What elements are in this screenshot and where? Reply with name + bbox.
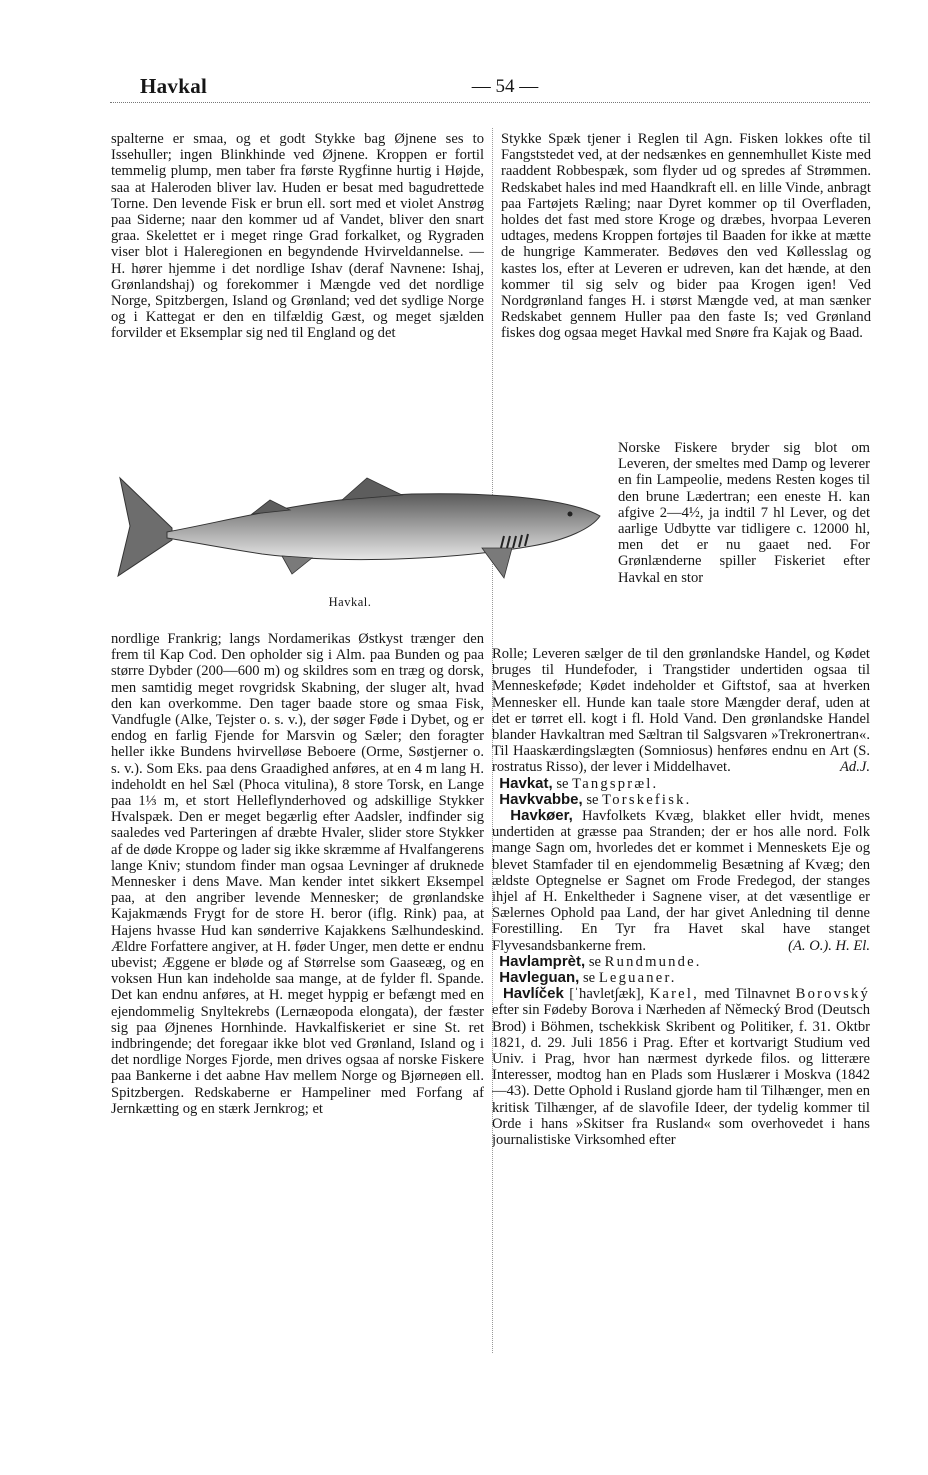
entry-havlampret-head: Havlamprèt, (499, 952, 586, 970)
entry-havkat-ref: Tangspræl. (572, 775, 659, 792)
entry-havkoer-head: Havkøer, (510, 807, 573, 825)
left-column-bottom (111, 631, 484, 1353)
entry-havkvabbe-head: Havkvabbe, (499, 790, 583, 808)
entry-havlicek-text-2: efter sin Fødeby Borova i Nærheden af Německý Brod (Deutsch Brod) i Böhmen, tschekkisk Skribent og Politiker, f. 31. Oktbr 1821, d. 29. Juli 1856 i Prag. Efter et kortvarigt Studium ved Univ. i Prag, hvor han nærmest dyrkede filos. og litterære Interesser, modtog han en Plads som Huslærer i Moskva (1842—43). Dette Ophold i Rusland gjorde ham til Tilhænger, men en kritisk Tilhænger, af de slavofile Ideer, der tydelig kommer til Orde i hans »Skitser fra Rusland« som overhovedet i hans journalistiske Virksomhed efter (492, 1002, 870, 1149)
entry-havkat-head: Havkat, (499, 774, 553, 792)
havkal-text-part-2: nordlige Frankrig; langs Nordamerikas Østkyst trænger den frem til Kap Cod. Den opholder sig i Alm. paa Bunden og paa større Dybder (200—600 m) og skildres som en træg og dorsk, men samtidig meget rovgridsk Skabning, der sluger alt, hvad den kan overkomme. Den tager baade store og smaa Fisk, Vandfugle (Alke, Tejster o. s. v.), der søger Føde i Dybet, og er endog en farlig Fjende for Marsvin og Sæler; den foragter heller ikke Bundens hvirvelløse Beboere (Orme, Søstjerner o. s. v.). Som Eks. paa dens Graadighed anføres, at en 4 m lang H. indeholdt en hel Sæl (Phoca vitulina), 8 store Torsk, en Lange paa 1⅓ m, et stort Helleflynderhoved og adskillige Stykker Hvalspæk. Den er meget begærlig efter Aadsler, indfinder sig saaledes ved Parteringen af dræbte Hvaler, slider store Stykker af de døde Kroppe og lader sig ikke skræmme af Hvalfangerens lange Kniv; stundom finder man ogsaa Levninger af druknede Mennesker i dens Mave. Man kender intet sikkert Eksempel paa, at den angriber levende Mennesker; de grønlandske Kajakmænds Frygt for de store H. beror (iflg. Rink) paa, at Hajens hvasse Hud kan sønderrive Kajakkens Sælhundeskind. Ældre Forfattere angiver, at H. føder Unger, men dette er endnu ubevist; Æggene er bløde og af Størrelse som Gaaseæg, og en voksen Hun kan indeholde saa mange, at de fylder fl. Spande. Det kan endnu anføres, at H. meget hyppig er befængt med en ejendommelig Snyltekrebs (Lernæopoda elongata), der fæster sig paa Øjnenes Hornhinde. Havkalfiskeriet er sine St. ret indbringende; det foregaar ikke blot ved Grønland, Island og i det nordlige Norges Fjorde, men drives ogsaa af norske Fiskere paa Bankerne i det aabne Hav mellem Norge og Bjørneøen ell. Spitzbergen. Redskaberne er Hampeliner med Forfang af Jernkætting og en stærk Jernkrog; et (111, 631, 484, 1117)
shark-pelvic-fin (282, 556, 312, 574)
entry-havlicek (492, 986, 870, 1148)
right-column-bottom (492, 646, 870, 1354)
havkal-text-part-4: Norske Fiskere bryder sig blot om Leveren, der smeltes med Damp og leverer en fin Lampeolie, medens Resten koges til den brune Lædertran; een eneste H. kan afgive 2—4½, ja indtil 7 hl Lever, og det aarlige Udbytte var tidligere c. 12000 hl, men det er nu gaaet ned. For Grønlænderne spiller Fiskeriet efter Havkal en stor (618, 440, 870, 586)
havkal-text-part-1: spalterne er smaa, og et godt Stykke bag Øjnene ses to Issehuller; ingen Blinkhinde ved Øjnene. Kroppen er fortil temmelig plump, men taber fra første Rygfinne hurtig i Højde, saa at Haleroden bliver lav. Huden er besat med bagudrettede Torne. Den levende Fisk er brun ell. sort med et violet Anstrøg paa Siderne; naar den kommer ud af Vandet, bliver den snart graa. Skelettet er i meget ringe Grad forkalket, og Rygraden viser blot i Haleregionen en begyndende Hvirveldannelse. — H. hører hjemme i det nordlige Ishav (deraf Navnene: Ishaj, Grønlandshaj) og forekommer i Mængde ved det nordlige Norge, Spitzbergen, Island og Grønland; ved det sydlige Norge og i Kattegat er den en tilfældig Gæst, og meget sjælden forvilder et Eksemplar sig ned til England og det (111, 131, 484, 342)
entry-havlampret-ref: Rundmunde. (604, 953, 702, 970)
havkal-text-part-5 (492, 646, 870, 776)
entry-havlampret (492, 954, 870, 970)
shark-pectoral-fin (482, 548, 512, 578)
left-column-top (111, 131, 484, 443)
entry-havleguan-ref: Leguaner. (598, 970, 677, 987)
entry-havkat-se: se (556, 775, 569, 792)
entry-havkoer-text: Havfolkets Kvæg, blakket eller hvidt, menes undertiden at græsse paa Stranden; der er hos alle nord. Folk mange Sagn om, hvorledes det er kommet i Menneskets Eje og blevet Stamfader til en ejendommelig Besætning af Kvæg; den ældste Optegnelse er Sagnet om Frode Fredegod, der stanges ihjel af H. Enkeltheder i Sagnene viser, at det væsentlige er Sælernes Ophold paa Land, der har givet Anledning til denne Forestilling. En Tyr fra Havet skal have stanget Flyvesandsbankerne frem. (492, 808, 870, 954)
shark-body (167, 494, 600, 560)
entry-havkvabbe-ref: Torskefisk. (602, 791, 692, 808)
shark-eye (568, 512, 573, 517)
havkal-text-end: Rolle; Leveren sælger de til den grønlandske Handel, og Kødet bruges til Hundefoder, i Trangstider undertiden ogsaa til Menneskeføde; Kødet indeholder et Giftstof, saa at hverken Mennesker ell. Hunde kan taale store Mængder deraf, uden at det er tørret ell. kogt i fl. Hold Vand. Den grønlandske Handel blander Havkaltran med Sæltran til Salgsvaren »Trekronertran«. Til Haaskærdingslægten (Somniosus) henføres endnu en Art (S. rostratus Risso), der lever i Middelhavet. (492, 646, 870, 776)
entry-havkoer (492, 808, 870, 954)
entry-havlicek-pron: [ˈhavlet∫æk], (569, 986, 645, 1003)
entry-havlicek-head: Havlíček (502, 985, 564, 1003)
greenland-shark-drawing (112, 448, 612, 598)
right-column-wrap (618, 440, 870, 640)
shark-tail-fin (118, 478, 172, 576)
entry-havlicek-nickname: Borovský (795, 986, 870, 1003)
entry-havlicek-name: Karel, (649, 986, 699, 1003)
entry-havkvabbe-se: se (586, 791, 599, 808)
havkal-text-part-3: Stykke Spæk tjener i Reglen til Agn. Fisken lokkes ofte til Fangststedet ved, at der nedsænkes en gennemhullet Kiste med raaddent Robbespæk, som flyder ud og spredes af Strømmen. Redskabet hales ind med Haandkraft ell. en lille Vinde, anbragt paa Fartøjets Ræling; naar Dyret kommer op til Overfladen, holdes det fast med store Kroge og dræbes, hvorpaa Leveren udtages, medens Kroppen fortøjes til Baaden for ikke at mætte de hungrige Kammerater. Bedøves den ved Køllesslag og kastes los, efter at Leveren er udreven, kan det hænde, at den kommer til sig selv og bider paa Krogen igen! Ved Nordgrønland fanges H. i størst Mængde ved, at man sænker Redskabet gennem Huller paa den faste Is; ved Grønland fiskes dog ogsaa meget Havkal med Snøre fra Kajak og Baad. (501, 131, 871, 342)
right-column-top (501, 131, 871, 442)
figure-caption: Havkal. (328, 595, 372, 609)
shark-illustration (112, 448, 612, 618)
entry-havleguan-head: Havleguan, (499, 969, 580, 987)
entry-havkvabbe (492, 792, 870, 808)
havkal-signature: Ad.J. (840, 759, 870, 776)
entry-havlicek-text-1: med Tilnavnet (704, 986, 791, 1003)
entry-havleguan (492, 970, 870, 986)
header-rule (110, 102, 870, 103)
entry-havleguan-se: se (582, 970, 596, 987)
entry-havkoer-signature: (A. O.). H. El. (788, 937, 870, 954)
entry-havkat (492, 776, 870, 792)
page-number: — 54 — (471, 76, 539, 97)
entry-havlampret-se: se (588, 953, 601, 970)
running-head-title: Havkal (140, 74, 208, 98)
page-header (140, 74, 870, 104)
